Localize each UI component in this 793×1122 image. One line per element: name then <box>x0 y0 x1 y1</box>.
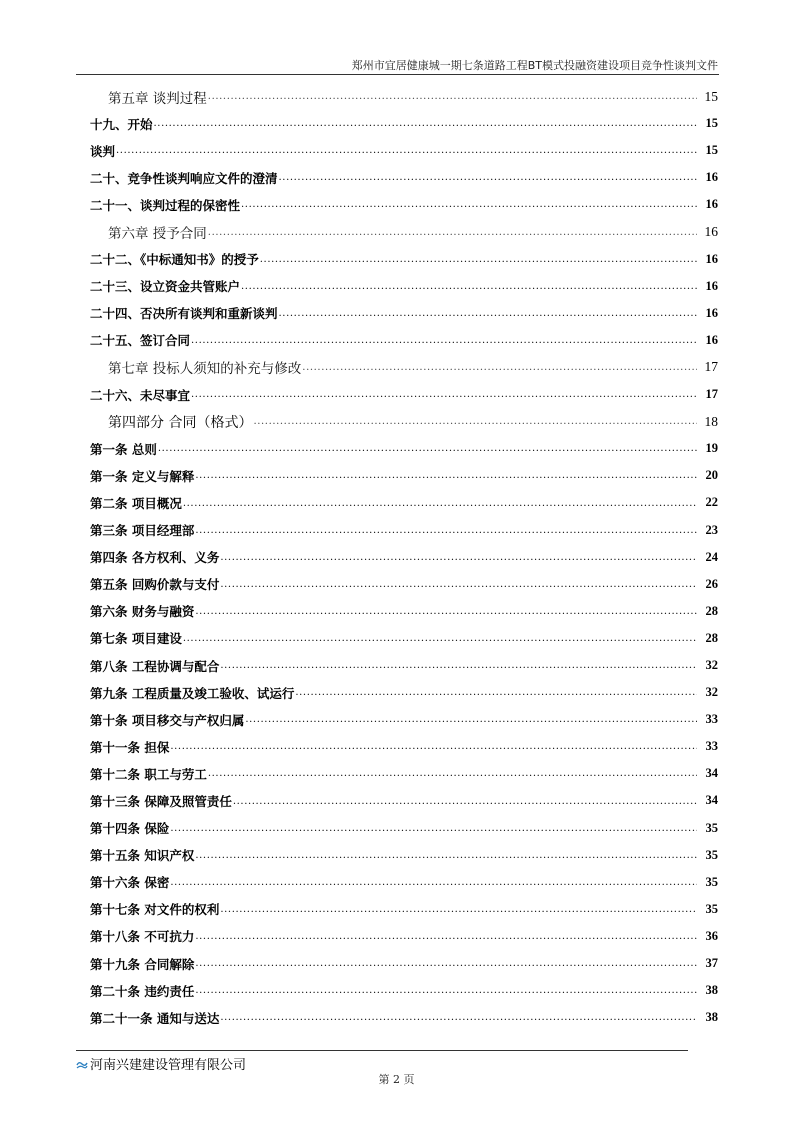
toc-leader-dots <box>279 307 697 321</box>
toc-entry[interactable] <box>90 733 718 760</box>
toc-leader-dots <box>154 117 697 131</box>
toc-entry-page: 28 <box>705 603 718 618</box>
toc-entry-page: 35 <box>705 847 718 862</box>
company-name: 河南兴建建设管理有限公司 <box>90 1058 247 1073</box>
toc-leader-dots <box>195 524 697 538</box>
toc-leader-dots <box>295 686 697 700</box>
toc-leader-dots <box>208 226 697 240</box>
toc-entry[interactable] <box>90 489 718 516</box>
toc-entry-page: 16 <box>705 305 718 320</box>
toc-entry[interactable] <box>90 246 718 273</box>
toc-entry-title: 二十四、否决所有谈判和重新谈判 <box>90 306 278 322</box>
toc-entry-page: 15 <box>705 116 718 131</box>
toc-entry[interactable] <box>90 706 718 733</box>
toc-leader-dots <box>170 740 697 754</box>
toc-entry-title: 第十三条 保障及照管责任 <box>90 793 232 809</box>
toc-entry[interactable] <box>90 83 718 110</box>
toc-leader-dots <box>195 984 697 998</box>
toc-leader-dots <box>170 822 697 836</box>
toc-entry-title: 第十七条 对文件的权利 <box>90 902 220 918</box>
toc-entry-title: 第十六条 保密 <box>90 875 170 891</box>
toc-leader-dots <box>245 713 697 727</box>
toc-entry-title: 二十五、签订合同 <box>90 333 191 349</box>
toc-leader-dots <box>195 469 697 483</box>
toc-leader-dots <box>220 578 697 592</box>
toc-entry-title: 第六章 授予合同 <box>108 226 207 243</box>
toc-entry[interactable] <box>90 462 718 489</box>
page-number: 第 2 页 <box>378 1073 415 1086</box>
toc-entry-title: 第十条 项目移交与产权归属 <box>90 712 245 728</box>
toc-leader-dots <box>241 198 697 212</box>
toc-leader-dots <box>220 659 697 673</box>
toc-entry[interactable] <box>90 787 718 814</box>
toc-entry-page: 18 <box>704 413 718 429</box>
toc-entry[interactable] <box>90 1004 718 1031</box>
toc-entry-title: 第十四条 保险 <box>90 821 170 837</box>
toc-entry[interactable] <box>90 842 718 869</box>
toc-leader-dots <box>260 253 697 267</box>
toc-entry-title: 二十、竞争性谈判响应文件的澄清 <box>90 170 278 186</box>
toc-leader-dots <box>158 442 697 456</box>
document-title: 郑州市宜居健康城一期七条道路工程BT模式投融资建设项目竞争性谈判文件 <box>351 59 718 72</box>
toc-entry-page: 19 <box>705 441 718 456</box>
toc-entry[interactable] <box>90 408 718 435</box>
toc-entry-page: 33 <box>705 712 718 727</box>
toc-entry-page: 16 <box>705 197 718 212</box>
toc-leader-dots <box>208 767 697 781</box>
toc-entry-page: 17 <box>705 387 718 402</box>
toc-entry-title: 第七章 投标人须知的补充与修改 <box>108 361 302 378</box>
toc-entry-title: 第一条 总则 <box>90 441 157 457</box>
toc-entry-title: 第二十一条 通知与送达 <box>90 1010 220 1026</box>
toc-entry-title: 第八条 工程协调与配合 <box>90 658 220 674</box>
toc-leader-dots <box>195 849 697 863</box>
toc-entry[interactable] <box>90 869 718 896</box>
toc-leader-dots <box>183 632 697 646</box>
toc-entry-page: 38 <box>705 983 718 998</box>
toc-leader-dots <box>233 795 697 809</box>
toc-entry-title: 第四部分 合同（格式） <box>108 414 253 431</box>
toc-entry-page: 24 <box>705 549 718 564</box>
toc-entry[interactable] <box>90 652 718 679</box>
toc-entry-title: 第十九条 合同解除 <box>90 956 195 972</box>
toc-entry[interactable] <box>90 300 718 327</box>
toc-leader-dots <box>191 334 697 348</box>
toc-entry-title: 第七条 项目建设 <box>90 631 182 647</box>
toc-entry-page: 16 <box>705 332 718 347</box>
toc-entry[interactable] <box>90 598 718 625</box>
toc-entry-title: 第一条 定义与解释 <box>90 468 195 484</box>
toc-entry-page: 35 <box>705 874 718 889</box>
toc-leader-dots <box>220 551 697 565</box>
toc-entry-page: 28 <box>705 630 718 645</box>
toc-leader-dots <box>195 930 697 944</box>
toc-entry-title: 第六条 财务与融资 <box>90 604 195 620</box>
toc-entry-page: 15 <box>705 143 718 158</box>
toc-leader-dots <box>253 415 697 429</box>
toc-entry[interactable] <box>90 137 718 164</box>
toc-entry-page: 34 <box>705 793 718 808</box>
toc-entry[interactable] <box>90 571 718 598</box>
toc-entry-page: 20 <box>705 468 718 483</box>
toc-entry[interactable] <box>90 110 718 137</box>
toc-entry[interactable] <box>90 679 718 706</box>
toc-entry-page: 26 <box>705 576 718 591</box>
toc-entry-title: 第三条 项目经理部 <box>90 523 195 539</box>
toc-entry[interactable] <box>90 273 718 300</box>
toc-entry-title: 第十八条 不可抗力 <box>90 929 195 945</box>
toc-entry[interactable] <box>90 164 718 191</box>
toc-leader-dots <box>279 171 697 185</box>
toc-leader-dots <box>195 957 697 971</box>
toc-entry-title: 十九、开始 <box>90 116 153 132</box>
toc-entry[interactable] <box>90 435 718 462</box>
toc-entry[interactable] <box>90 381 718 408</box>
toc-entry-page: 34 <box>705 766 718 781</box>
toc-entry-page: 35 <box>705 820 718 835</box>
toc-entry[interactable] <box>90 896 718 923</box>
toc-entry-page: 15 <box>704 88 718 104</box>
toc-entry-page: 23 <box>705 522 718 537</box>
toc-entry-page: 32 <box>705 658 718 673</box>
toc-entry-title: 第五条 回购价款与支付 <box>90 577 220 593</box>
toc-entry-title: 谈判 <box>90 143 116 159</box>
toc-entry-title: 第四条 各方权利、义务 <box>90 550 220 566</box>
toc-entry[interactable] <box>90 760 718 787</box>
toc-entry-title: 二十三、设立资金共管账户 <box>90 279 241 295</box>
toc-leader-dots <box>208 90 697 104</box>
toc-entry[interactable] <box>90 544 718 571</box>
toc-entry-title: 二十二、《中标通知书》的授予 <box>90 252 259 268</box>
company-logo-icon <box>76 1059 88 1069</box>
toc-entry[interactable] <box>90 218 718 245</box>
toc-entry-title: 第十五条 知识产权 <box>90 848 195 864</box>
toc-leader-dots <box>220 903 697 917</box>
toc-entry-page: 32 <box>705 685 718 700</box>
toc-entry-title: 第九条 工程质量及竣工验收、试运行 <box>90 685 295 701</box>
toc-leader-dots <box>220 1011 697 1025</box>
toc-entry[interactable] <box>90 625 718 652</box>
toc-entry-title: 第十一条 担保 <box>90 739 170 755</box>
footer-divider <box>76 1050 688 1051</box>
toc-entry-page: 17 <box>704 359 718 375</box>
toc-entry-title: 第十二条 职工与劳工 <box>90 766 207 782</box>
toc-leader-dots <box>183 497 697 511</box>
toc-entry-page: 35 <box>705 901 718 916</box>
toc-entry-title: 第五章 谈判过程 <box>108 90 207 107</box>
toc-entry[interactable] <box>90 815 718 842</box>
toc-entry-page: 16 <box>704 224 718 240</box>
toc-entry-title: 第二十条 违约责任 <box>90 983 195 999</box>
toc-entry-page: 38 <box>705 1010 718 1025</box>
toc-entry-page: 36 <box>705 928 718 943</box>
toc-entry[interactable] <box>90 191 718 218</box>
toc-entry-page: 33 <box>705 739 718 754</box>
toc-entry-title: 二十一、谈判过程的保密性 <box>90 197 241 213</box>
toc-entry[interactable] <box>90 354 718 381</box>
toc-entry-page: 22 <box>705 495 718 510</box>
toc-entry[interactable] <box>90 923 718 950</box>
toc-entry-page: 16 <box>705 278 718 293</box>
page-header <box>78 57 718 73</box>
header-divider <box>76 74 719 75</box>
toc-entry[interactable] <box>90 517 718 544</box>
toc-leader-dots <box>195 605 697 619</box>
toc-leader-dots <box>302 361 697 375</box>
toc-entry-page: 16 <box>705 170 718 185</box>
toc-leader-dots <box>116 144 697 158</box>
toc-leader-dots <box>170 876 697 890</box>
toc-entry-page: 16 <box>705 251 718 266</box>
toc-entry-title: 第二条 项目概况 <box>90 495 182 511</box>
toc-entry-page: 37 <box>705 956 718 971</box>
toc-entry[interactable] <box>90 327 718 354</box>
toc-entry[interactable] <box>90 950 718 977</box>
toc-leader-dots <box>241 280 697 294</box>
toc-entry[interactable] <box>90 977 718 1004</box>
table-of-contents <box>90 83 718 1031</box>
toc-leader-dots <box>191 388 697 402</box>
toc-entry-title: 二十六、未尽事宜 <box>90 387 191 403</box>
